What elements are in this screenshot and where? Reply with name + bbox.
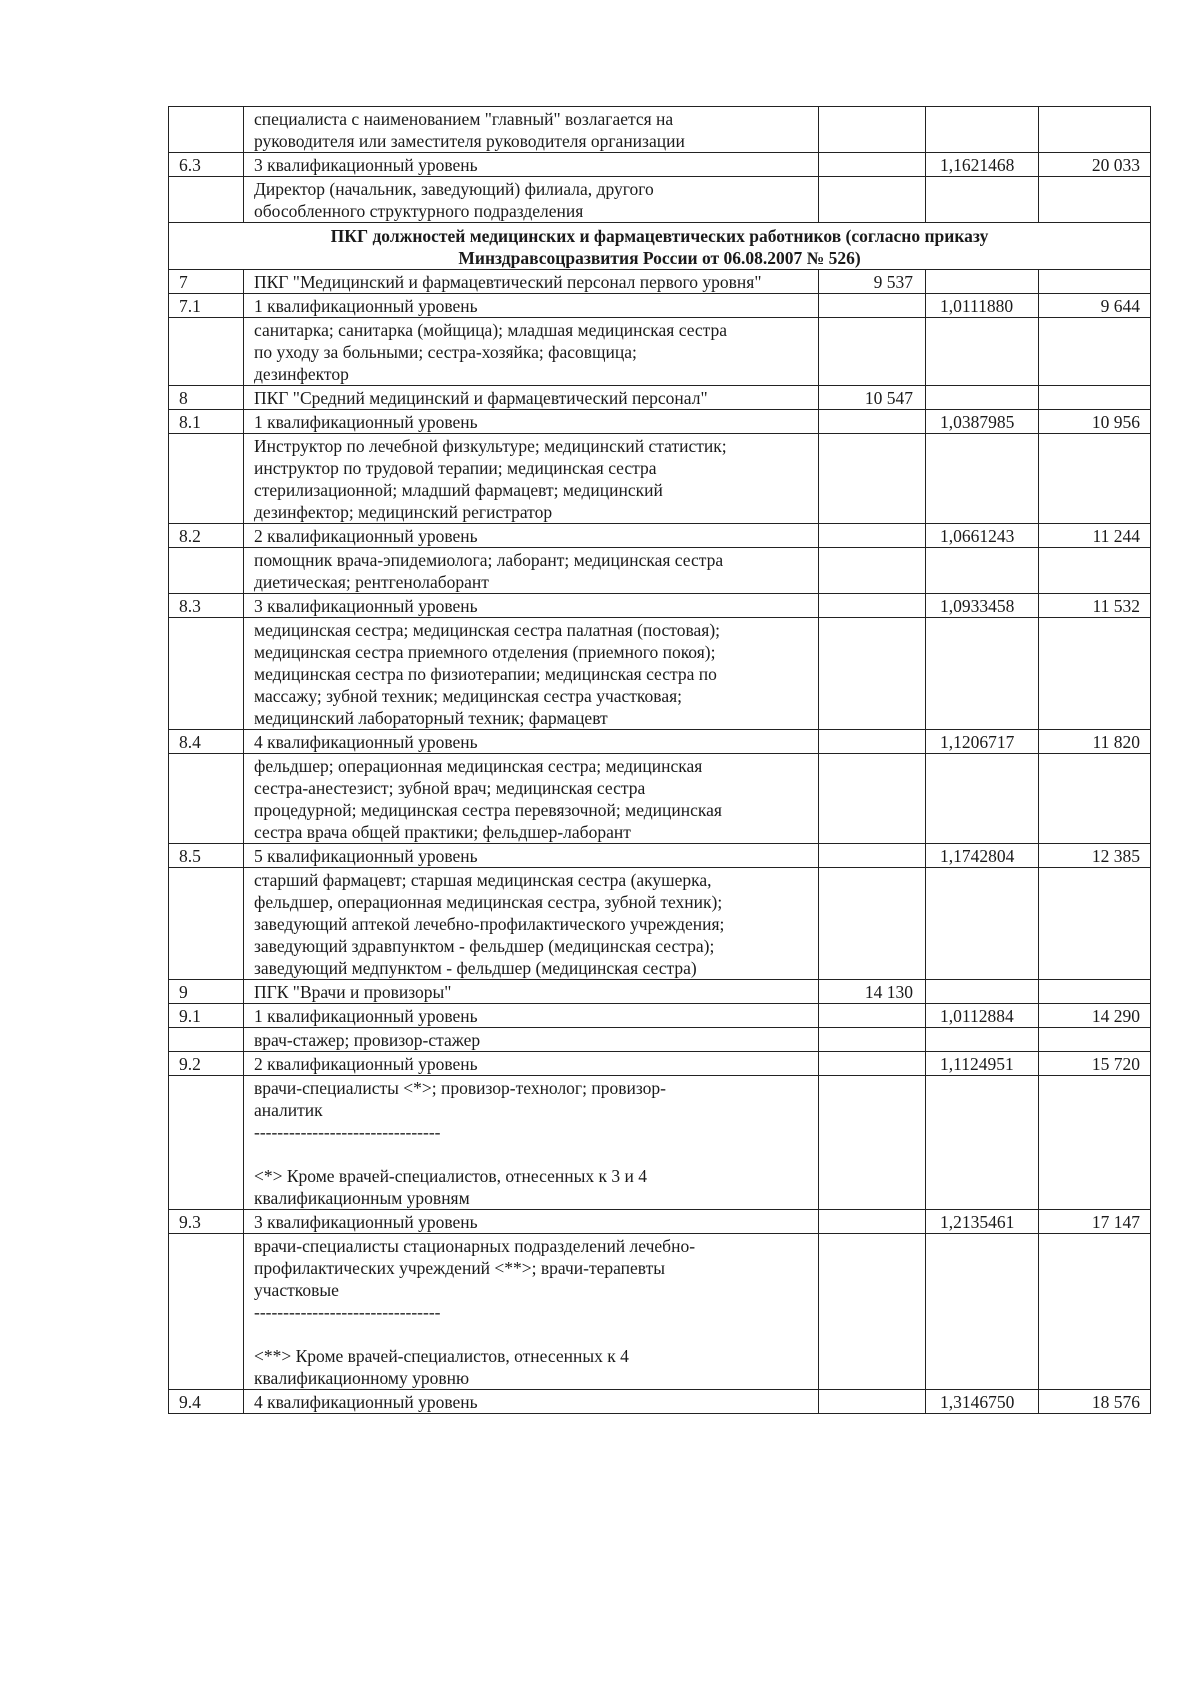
text-line: медицинская сестра; медицинская сестра палатная (постовая); <box>254 620 721 640</box>
text-line: -------------------------------- <box>254 1302 441 1322</box>
level-row <box>169 980 1151 1004</box>
description-row <box>169 434 1151 524</box>
level-row <box>169 294 1151 318</box>
text-line: <*> Кроме врачей-специалистов, отнесенных к 3 и 4 <box>254 1166 647 1186</box>
level-row <box>169 730 1151 754</box>
row-number: 7.1 <box>169 294 244 318</box>
text-line: процедурной; медицинская сестра перевязочной; медицинская <box>254 800 722 820</box>
row-number <box>169 177 244 223</box>
row-number: 9.4 <box>169 1390 244 1414</box>
coefficient: 1,0933458 <box>926 594 1039 618</box>
salary <box>1039 177 1151 223</box>
coefficient <box>926 868 1039 980</box>
position-list <box>244 754 819 844</box>
row-number: 6.3 <box>169 153 244 177</box>
coefficient: 1,0661243 <box>926 524 1039 548</box>
row-number <box>169 868 244 980</box>
coefficient <box>926 548 1039 594</box>
salary: 12 385 <box>1039 844 1151 868</box>
level-name: ПГК "Врачи и провизоры" <box>244 980 819 1004</box>
level-row <box>169 594 1151 618</box>
row-number: 8.1 <box>169 410 244 434</box>
coefficient <box>926 107 1039 153</box>
level-name: 5 квалификационный уровень <box>244 844 819 868</box>
base-salary <box>819 107 926 153</box>
text-line: массажу; зубной техник; медицинская сестра участковая; <box>254 686 682 706</box>
level-name: 4 квалификационный уровень <box>244 1390 819 1414</box>
position-list <box>244 177 819 223</box>
text-line: профилактических учреждений <**>; врачи-терапевты <box>254 1258 666 1278</box>
position-list <box>244 107 819 153</box>
text-line: <**> Кроме врачей-специалистов, отнесенных к 4 <box>254 1346 629 1366</box>
text-line: фельдшер, операционная медицинская сестра, зубной техник); <box>254 892 723 912</box>
text-line: дезинфектор; медицинский регистратор <box>254 502 553 522</box>
level-name: 2 квалификационный уровень <box>244 1052 819 1076</box>
description-row <box>169 548 1151 594</box>
row-number: 8.5 <box>169 844 244 868</box>
text-line: сестра-анестезист; зубной врач; медицинская сестра <box>254 778 646 798</box>
coefficient <box>926 177 1039 223</box>
salary: 9 644 <box>1039 294 1151 318</box>
row-number <box>169 434 244 524</box>
coefficient <box>926 1028 1039 1052</box>
salary <box>1039 548 1151 594</box>
base-salary <box>819 1004 926 1028</box>
salary: 15 720 <box>1039 1052 1151 1076</box>
section-header-row <box>169 223 1151 270</box>
base-salary <box>819 1028 926 1052</box>
coefficient <box>926 1076 1039 1210</box>
level-name: 1 квалификационный уровень <box>244 294 819 318</box>
base-salary <box>819 618 926 730</box>
salary: 11 532 <box>1039 594 1151 618</box>
level-name: 1 квалификационный уровень <box>244 410 819 434</box>
text-line: сестра врача общей практики; фельдшер-лаборант <box>254 822 631 842</box>
text-line: обособленного структурного подразделения <box>254 201 584 221</box>
base-salary <box>819 434 926 524</box>
level-name: 2 квалификационный уровень <box>244 524 819 548</box>
text-line: медицинский лабораторный техник; фармацевт <box>254 708 608 728</box>
document-page <box>168 106 1150 1414</box>
base-salary <box>819 318 926 386</box>
description-row <box>169 177 1151 223</box>
level-name: 3 квалификационный уровень <box>244 153 819 177</box>
description-row <box>169 868 1151 980</box>
text-line: квалификационным уровням <box>254 1188 470 1208</box>
text-line: врачи-специалисты стационарных подразделений лечебно- <box>254 1236 696 1256</box>
text-line: -------------------------------- <box>254 1122 441 1142</box>
text-line: инструктор по трудовой терапии; медицинская сестра <box>254 458 657 478</box>
description-row <box>169 1234 1151 1390</box>
text-line: медицинская сестра приемного отделения (приемного покоя); <box>254 642 716 662</box>
level-row <box>169 153 1151 177</box>
blank-line <box>254 1143 808 1165</box>
base-salary: 14 130 <box>819 980 926 1004</box>
salary-table-body <box>169 107 1151 1414</box>
level-name: ПКГ "Средний медицинский и фармацевтический персонал" <box>244 386 819 410</box>
description-row <box>169 1076 1151 1210</box>
text-line: руководителя или заместителя руководителя организации <box>254 131 685 151</box>
position-list <box>244 318 819 386</box>
coefficient <box>926 754 1039 844</box>
level-row <box>169 1210 1151 1234</box>
text-line: диетическая; рентгенолаборант <box>254 572 489 592</box>
coefficient: 1,3146750 <box>926 1390 1039 1414</box>
base-salary <box>819 1210 926 1234</box>
text-line: старший фармацевт; старшая медицинская сестра (акушерка, <box>254 870 712 890</box>
salary <box>1039 386 1151 410</box>
text-line: медицинская сестра по физиотерапии; медицинская сестра по <box>254 664 717 684</box>
text-line: специалиста с наименованием "главный" возлагается на <box>254 109 674 129</box>
level-row <box>169 524 1151 548</box>
base-salary <box>819 1390 926 1414</box>
salary <box>1039 434 1151 524</box>
base-salary <box>819 177 926 223</box>
salary: 11 820 <box>1039 730 1151 754</box>
text-line: стерилизационной; младший фармацевт; медицинский <box>254 480 663 500</box>
position-list <box>244 1028 819 1052</box>
description-row <box>169 107 1151 153</box>
level-row <box>169 844 1151 868</box>
text-line: заведующий здравпунктом - фельдшер (медицинская сестра); <box>254 936 715 956</box>
level-name: 3 квалификационный уровень <box>244 1210 819 1234</box>
base-salary <box>819 844 926 868</box>
salary <box>1039 1028 1151 1052</box>
base-salary <box>819 294 926 318</box>
text-line: аналитик <box>254 1100 323 1120</box>
base-salary <box>819 730 926 754</box>
salary <box>1039 754 1151 844</box>
row-number <box>169 548 244 594</box>
coefficient: 1,1124951 <box>926 1052 1039 1076</box>
description-row <box>169 1028 1151 1052</box>
level-row <box>169 410 1151 434</box>
level-row <box>169 1052 1151 1076</box>
salary: 10 956 <box>1039 410 1151 434</box>
salary: 17 147 <box>1039 1210 1151 1234</box>
coefficient: 1,1742804 <box>926 844 1039 868</box>
row-number: 8.2 <box>169 524 244 548</box>
blank-line <box>254 1323 808 1345</box>
coefficient <box>926 618 1039 730</box>
text-line: врач-стажер; провизор-стажер <box>254 1030 481 1050</box>
salary: 14 290 <box>1039 1004 1151 1028</box>
text-line: участковые <box>254 1280 339 1300</box>
row-number: 8 <box>169 386 244 410</box>
coefficient <box>926 980 1039 1004</box>
position-list <box>244 868 819 980</box>
row-number <box>169 754 244 844</box>
salary <box>1039 107 1151 153</box>
text-line: Минздравсоцразвития России от 06.08.2007 № 526) <box>458 248 861 268</box>
base-salary <box>819 1076 926 1210</box>
text-line: квалификационному уровню <box>254 1368 470 1388</box>
level-name: 4 квалификационный уровень <box>244 730 819 754</box>
base-salary <box>819 754 926 844</box>
level-row <box>169 270 1151 294</box>
row-number: 9.1 <box>169 1004 244 1028</box>
base-salary <box>819 524 926 548</box>
salary: 18 576 <box>1039 1390 1151 1414</box>
text-line: фельдшер; операционная медицинская сестра; медицинская <box>254 756 703 776</box>
level-row <box>169 1390 1151 1414</box>
text-line: санитарка; санитарка (мойщица); младшая медицинская сестра <box>254 320 728 340</box>
row-number <box>169 1028 244 1052</box>
description-row <box>169 754 1151 844</box>
position-list <box>244 618 819 730</box>
coefficient: 1,2135461 <box>926 1210 1039 1234</box>
base-salary <box>819 548 926 594</box>
coefficient: 1,1621468 <box>926 153 1039 177</box>
level-name: 1 квалификационный уровень <box>244 1004 819 1028</box>
row-number <box>169 1234 244 1390</box>
description-row <box>169 318 1151 386</box>
text-line: врачи-специалисты <*>; провизор-технолог; провизор- <box>254 1078 666 1098</box>
row-number: 9.2 <box>169 1052 244 1076</box>
level-row <box>169 386 1151 410</box>
coefficient <box>926 318 1039 386</box>
level-name: ПКГ "Медицинский и фармацевтический персонал первого уровня" <box>244 270 819 294</box>
text-line: дезинфектор <box>254 364 349 384</box>
coefficient: 1,0111880 <box>926 294 1039 318</box>
text-line: ПКГ должностей медицинских и фармацевтических работников (согласно приказу <box>330 226 989 246</box>
text-line: по уходу за больными; сестра-хозяйка; фасовщица; <box>254 342 637 362</box>
position-list <box>244 548 819 594</box>
coefficient: 1,0387985 <box>926 410 1039 434</box>
text-line: Инструктор по лечебной физкультуре; медицинский статистик; <box>254 436 727 456</box>
row-number <box>169 107 244 153</box>
salary <box>1039 270 1151 294</box>
salary-table <box>168 106 1151 1414</box>
base-salary: 9 537 <box>819 270 926 294</box>
salary <box>1039 618 1151 730</box>
row-number <box>169 1076 244 1210</box>
position-list <box>244 434 819 524</box>
base-salary <box>819 1052 926 1076</box>
row-number: 8.4 <box>169 730 244 754</box>
description-row <box>169 618 1151 730</box>
text-line: помощник врача-эпидемиолога; лаборант; медицинская сестра <box>254 550 724 570</box>
level-row <box>169 1004 1151 1028</box>
salary <box>1039 868 1151 980</box>
section-header <box>169 223 1151 270</box>
base-salary <box>819 868 926 980</box>
row-number: 9.3 <box>169 1210 244 1234</box>
salary: 11 244 <box>1039 524 1151 548</box>
salary <box>1039 318 1151 386</box>
row-number: 8.3 <box>169 594 244 618</box>
base-salary <box>819 153 926 177</box>
coefficient <box>926 1234 1039 1390</box>
position-list <box>244 1234 819 1390</box>
row-number: 9 <box>169 980 244 1004</box>
level-name: 3 квалификационный уровень <box>244 594 819 618</box>
text-line: Директор (начальник, заведующий) филиала, другого <box>254 179 654 199</box>
row-number <box>169 618 244 730</box>
salary <box>1039 1076 1151 1210</box>
text-line: заведующий аптекой лечебно-профилактического учреждения; <box>254 914 725 934</box>
base-salary <box>819 410 926 434</box>
text-line: заведующий медпунктом - фельдшер (медицинская сестра) <box>254 958 697 978</box>
coefficient <box>926 270 1039 294</box>
base-salary <box>819 594 926 618</box>
salary <box>1039 980 1151 1004</box>
row-number: 7 <box>169 270 244 294</box>
position-list <box>244 1076 819 1210</box>
coefficient <box>926 434 1039 524</box>
salary: 20 033 <box>1039 153 1151 177</box>
salary <box>1039 1234 1151 1390</box>
base-salary: 10 547 <box>819 386 926 410</box>
coefficient <box>926 386 1039 410</box>
coefficient: 1,1206717 <box>926 730 1039 754</box>
base-salary <box>819 1234 926 1390</box>
row-number <box>169 318 244 386</box>
coefficient: 1,0112884 <box>926 1004 1039 1028</box>
